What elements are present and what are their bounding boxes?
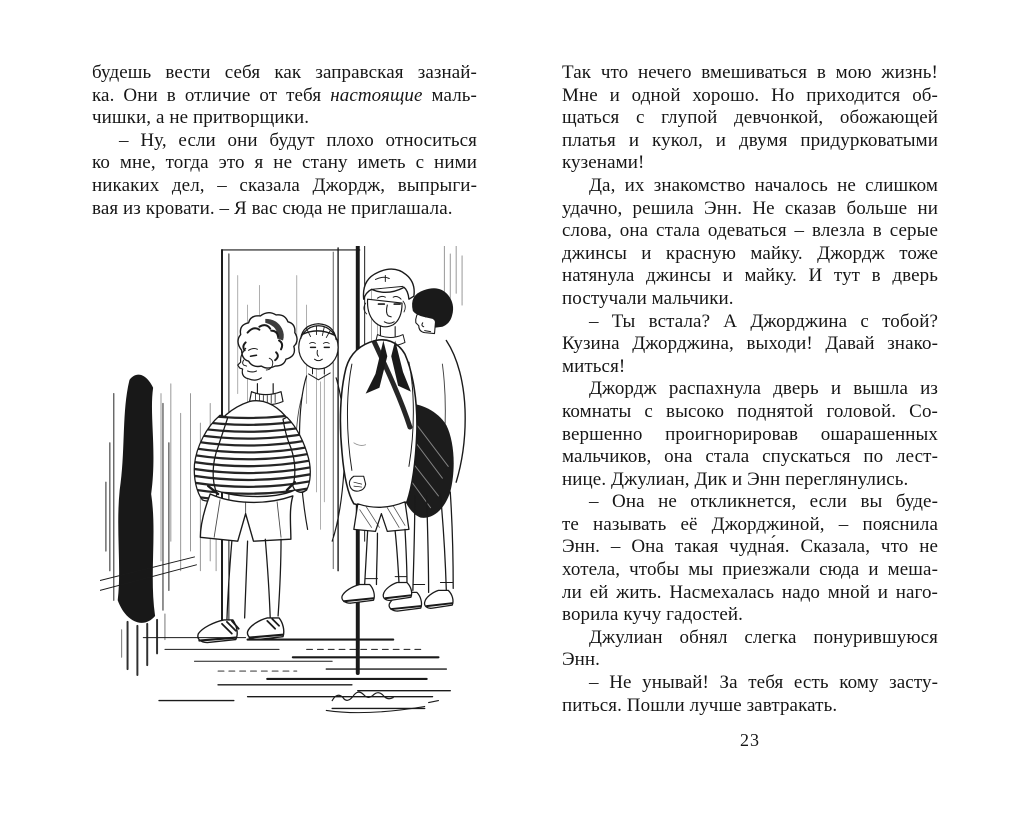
text-line: никаких дел, – сказала Джордж, выпрыги- [92, 174, 477, 196]
text-line: ворила кучу гадостей. [562, 604, 743, 626]
text-line: Так что нечего вмешиваться в мою жизнь! [562, 62, 938, 83]
text-line: Да, их знакомство началось не слишком [589, 174, 938, 196]
text-line-with-italic [92, 85, 477, 108]
text-line: питься. Пошли лучше завтракать. [562, 694, 838, 716]
paragraph [562, 627, 938, 672]
page-number: 23 [740, 730, 760, 750]
text-line: мальчиков, она стала спускаться по лест- [562, 446, 938, 468]
figure-julian [340, 269, 417, 603]
text-line: кузенами! [562, 152, 645, 174]
figure-george [191, 313, 311, 643]
paragraph [562, 175, 938, 311]
text-line: натянула джинсы и майку. И тут в дверь [562, 265, 938, 287]
artist-signature [326, 692, 438, 712]
figure-anne [295, 324, 345, 541]
paragraph [562, 672, 938, 717]
left-page [92, 62, 477, 220]
text-line: Мне и одной хорошо. Но приходится об- [562, 84, 938, 106]
text-fragment: ка. Они в отличие от тебя [92, 84, 331, 106]
right-page [562, 62, 938, 717]
paragraph [562, 62, 938, 175]
text-line: – Она не откликнется, если вы буде- [589, 491, 938, 513]
text-line: постучали мальчики. [562, 287, 734, 309]
text-line: Джордж распахнула дверь и вышла из [589, 378, 938, 400]
text-fragment: маль- [422, 84, 477, 106]
text-line: удачно, решила Энн. Не сказав больше ни [562, 197, 938, 219]
text-line: те называть её Джорджиной, – пояснила [562, 513, 938, 535]
text-line: хотела, чтобы мы приезжали сюда и меша- [562, 559, 938, 581]
text-line: комнаты с высоко поднятой головой. Со- [562, 400, 938, 422]
text-line: вая из кровати. – Я вас сюда не приглашала. [92, 197, 453, 219]
text-line: джинсы и красную майку. Джордж тоже [562, 242, 938, 264]
text-line: щаться с глупой девчонкой, обожающей [562, 107, 938, 129]
text-line: миться! [562, 355, 626, 377]
paragraph [92, 62, 477, 130]
text-line: – Ты встала? А Джорджина с тобой? [589, 310, 938, 332]
paragraph [562, 491, 938, 627]
floor-shading [143, 638, 450, 709]
text-line: ли ей жить. Насмехалась надо мной и наго- [562, 581, 938, 603]
text-line: ко мне, тогда это я не стану иметь с ними [92, 152, 477, 174]
text-line: – Не унывай! За тебя есть кому засту- [589, 672, 938, 694]
text-line: Энн. – Она такая чудна́я. Сказала, что не [562, 536, 938, 558]
paragraph [92, 130, 477, 220]
italic-word: настоящие [330, 84, 423, 106]
text-line: вершенно проигнорировав ошарашенных [562, 423, 938, 445]
text-line: Кузина Джорджина, выходи! Давай знако- [562, 333, 938, 355]
text-line: нице. Джулиан, Дик и Энн переглянулись. [562, 468, 909, 490]
text-line: Энн. [562, 649, 601, 671]
wall-shadow [100, 375, 196, 675]
text-line: платья и кукол, и двумя придурковатыми [562, 129, 938, 151]
text-line: слова, она стала одеваться – влезла в серые [562, 220, 938, 242]
text-line: – Ну, если они будут плохо относиться [119, 129, 477, 151]
text-line: будешь вести себя как заправская зазнай- [92, 62, 477, 83]
paragraph [562, 311, 938, 379]
text-line: чишки, а не притворщики. [92, 107, 310, 129]
book-illustration [100, 246, 466, 746]
text-line: Джулиан обнял слегка понурившуюся [589, 626, 938, 648]
paragraph [562, 378, 938, 491]
